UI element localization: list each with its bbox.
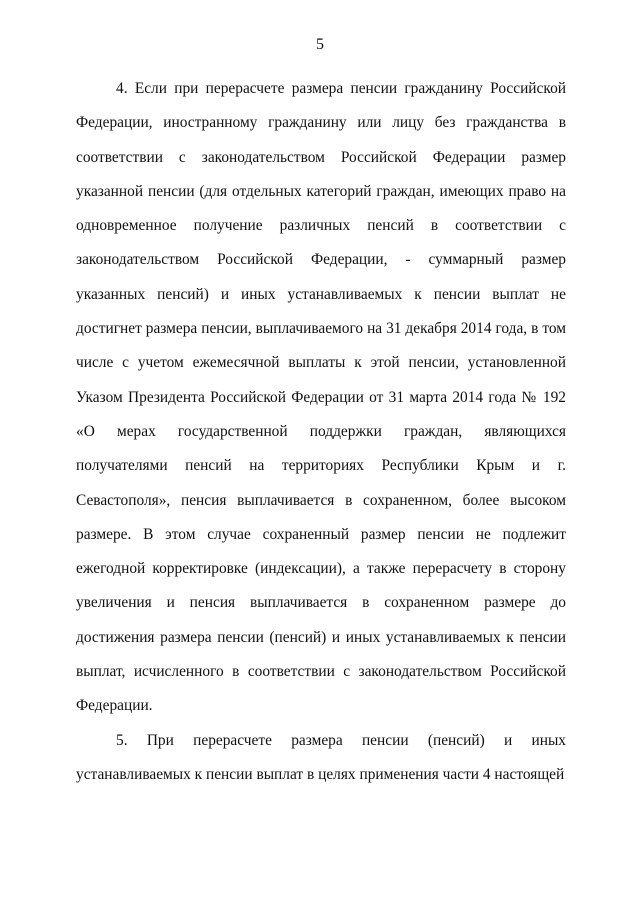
- paragraph-4: 4. Если при перерасчете размера пенсии гражданину Российской Федерации, иностранному гражданину или лицу без гражданства в соответствии с законодательством Российской Федерации размер указанной пенсии (для отдельных категорий граждан, имеющих право на одновременное получение различных пенсий в соответствии с законодательством Российской Федерации, - суммарный размер указанных пенсий) и иных устанавливаемых к пенсии выплат не достигнет размера пенсии, выплачиваемого на 31 декабря 2014 года, в том числе с учетом ежемесячной выплаты к этой пенсии, установленной Указом Президента Российской Федерации от 31 марта 2014 года № 192 «О мерах государственной поддержки граждан, являющихся получателями пенсий на территориях Республики Крым и г. Севастополя», пенсия выплачивается в сохраненном, более высоком размере. В этом случае сохраненный размер пенсии не подлежит ежегодной корректировке (индексации), а также перерасчету в сторону увеличения и пенсия выплачивается в сохраненном размере до достижения размера пенсии (пенсий) и иных устанавливаемых к пенсии выплат, исчисленного в соответствии с законодательством Российской Федерации.: [76, 80, 566, 715]
- document-body: [76, 72, 566, 792]
- paragraph-5: 5. При перерасчете размера пенсии (пенсий) и иных устанавливаемых к пенсии выплат в целях применения части 4 настоящей: [76, 731, 566, 783]
- page-number: 5: [316, 36, 324, 53]
